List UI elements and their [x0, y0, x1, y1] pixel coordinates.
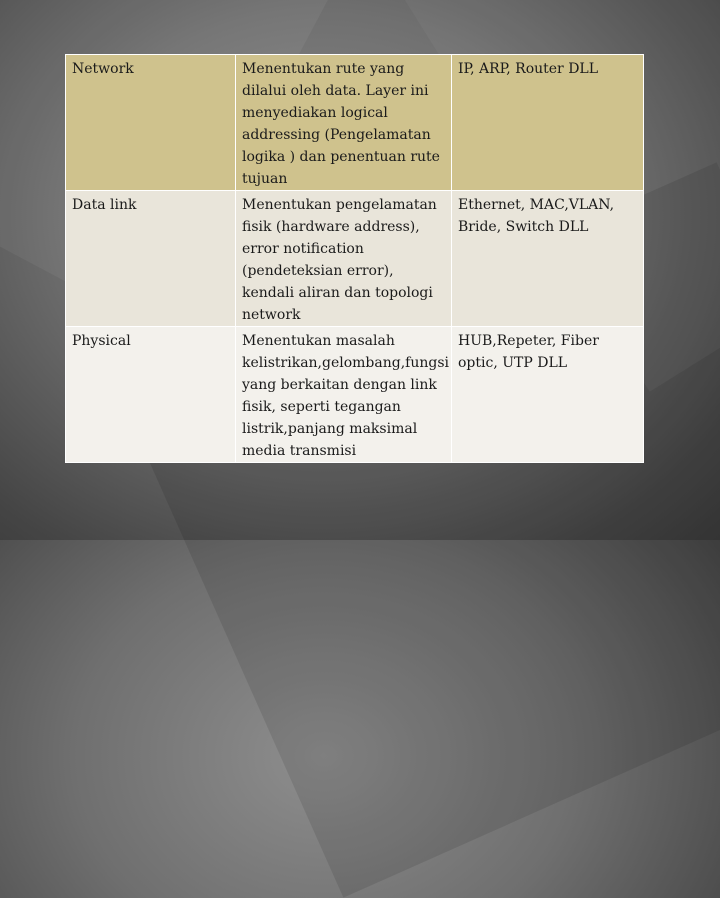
examples-cell: Ethernet, MAC,VLAN, Bride, Switch DLL: [452, 191, 644, 327]
table-row: [66, 327, 644, 463]
layer-cell: Network: [66, 55, 236, 191]
function-cell: Menentukan rute yang dilalui oleh data. Layer ini menyediakan logical addressing (Pengelamatan logika ) dan penentuan rute tujuan: [236, 55, 452, 191]
layer-cell: Physical: [66, 327, 236, 463]
table-row: [66, 55, 644, 191]
layer-cell: Data link: [66, 191, 236, 327]
function-cell: Menentukan pengelamatan fisik (hardware address), error notification (pendeteksian error), kendali aliran dan topologi network: [236, 191, 452, 327]
table-row: [66, 191, 644, 327]
function-cell: Menentukan masalah kelistrikan,gelombang,fungsi yang berkaitan dengan link fisik, seperti tegangan listrik,panjang maksimal media transmisi: [236, 327, 452, 463]
examples-cell: HUB,Repeter, Fiber optic, UTP DLL: [452, 327, 644, 463]
osi-layer-table: [65, 54, 644, 463]
examples-cell: IP, ARP, Router DLL: [452, 55, 644, 191]
